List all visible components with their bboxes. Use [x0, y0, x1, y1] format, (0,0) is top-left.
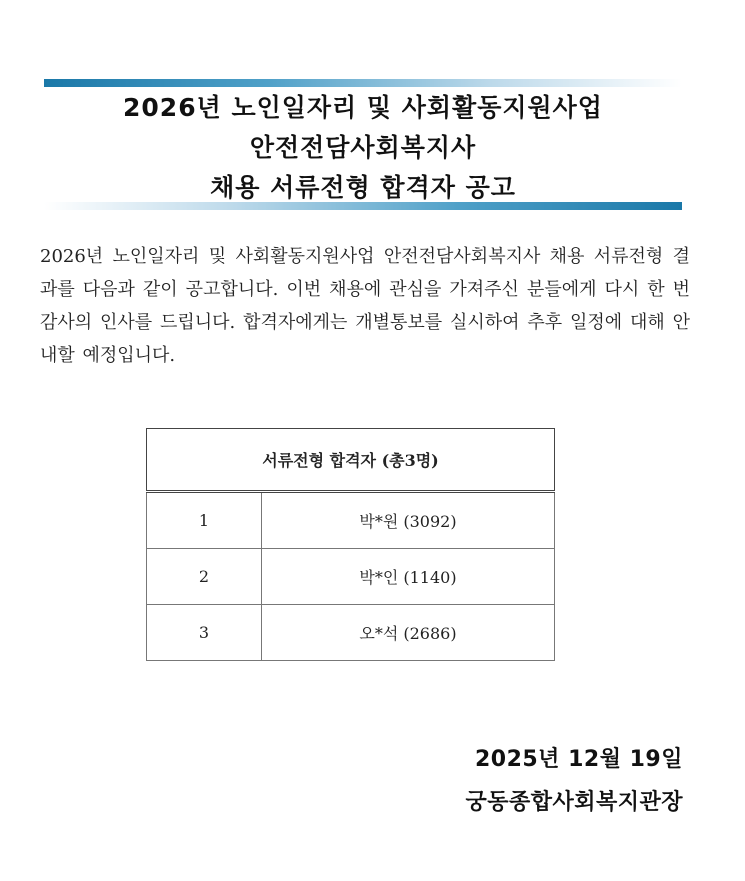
announcement-date: 2025년 12월 19일 [474, 747, 683, 772]
title-line-1: 2026년 노인일자리 및 사회활동지원사업 [123, 93, 603, 122]
title-line-3: 채용 서류전형 합격자 공고 [210, 173, 516, 202]
row-number: 1 [147, 492, 262, 549]
table-header-row [147, 429, 555, 492]
header-top-bar [44, 79, 682, 87]
intro-paragraph: 2026년 노인일자리 및 사회활동지원사업 안전전담사회복지사 채용 서류전형 결과를 다음과 같이 공고합니다. 이번 채용에 관심을 가져주신 분들에게 다시 한 번 감사의 인사를 드립니다. 합격자에게는 개별통보를 실시하여 추후 일정에 대해 안내할 예정입니다. [40, 246, 690, 366]
organization-name: 궁동종합사회복지관장 [465, 790, 683, 815]
row-name: 박*인 (1140) [262, 549, 555, 605]
row-number: 3 [147, 605, 262, 661]
row-name: 박*원 (3092) [262, 492, 555, 549]
row-number: 2 [147, 549, 262, 605]
table-header: 서류전형 합격자 (총3명) [147, 429, 555, 492]
table-row [147, 492, 555, 549]
table-row [147, 605, 555, 661]
table-row [147, 549, 555, 605]
header-bottom-bar [44, 202, 682, 210]
result-table [146, 428, 555, 661]
title-line-2: 안전전담사회복지사 [249, 133, 477, 162]
row-name: 오*석 (2686) [262, 605, 555, 661]
